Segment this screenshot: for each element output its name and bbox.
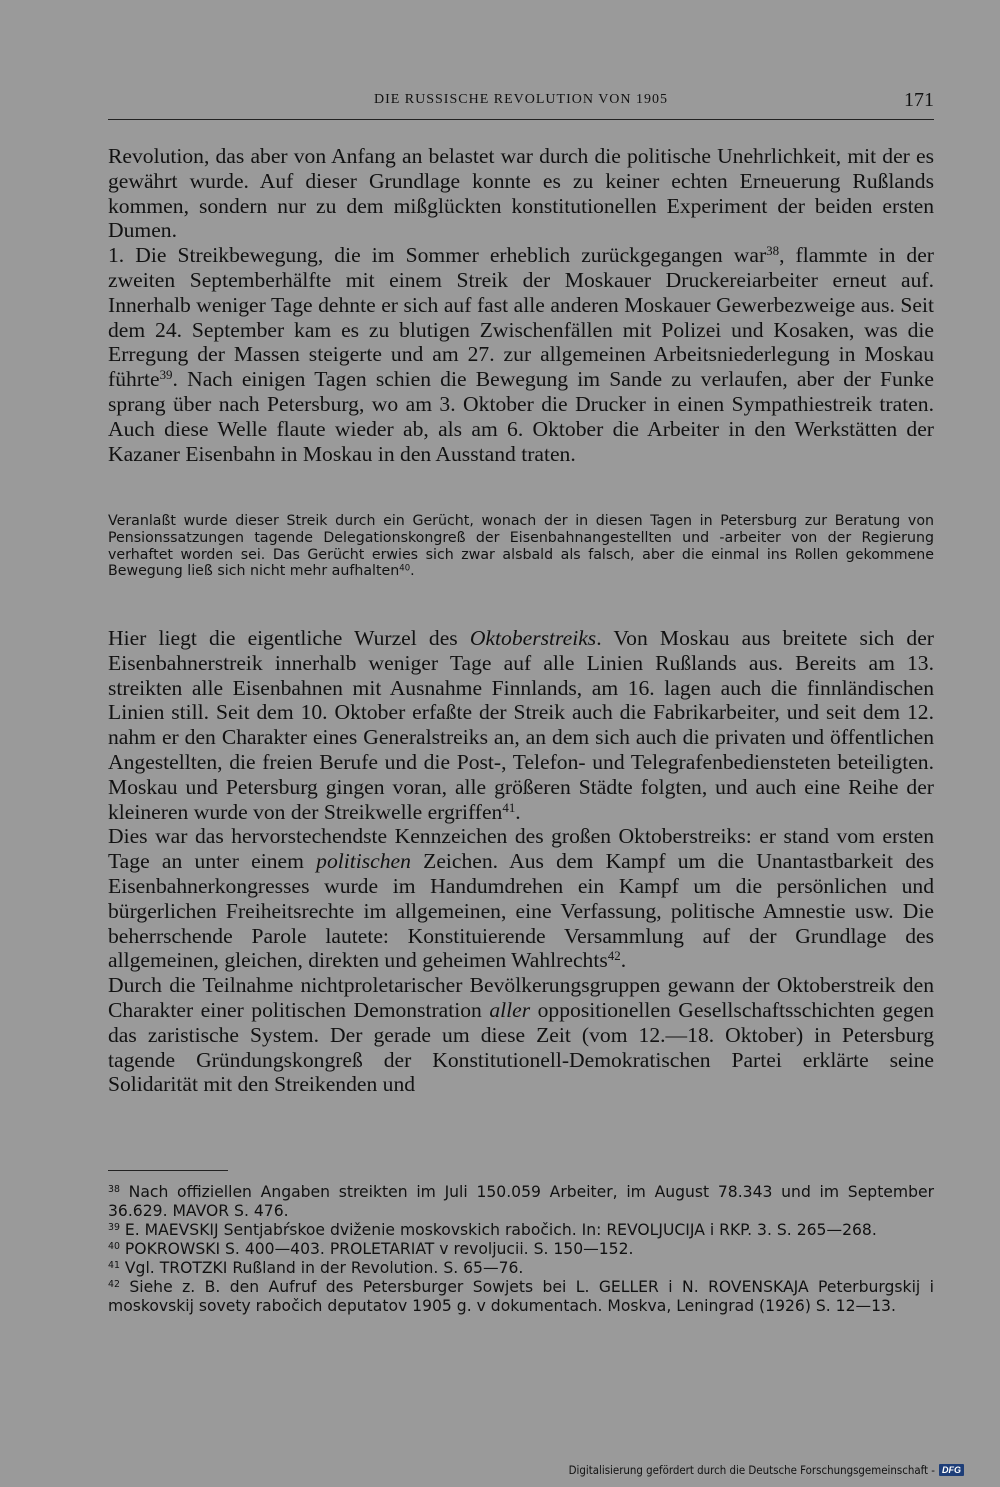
main-text-bottom (108, 626, 934, 1097)
paragraph: Hier liegt die eigentliche Wurzel des Oktoberstreiks. Von Moskau aus breitete sich der Eisenbahnerstreik innerhalb weniger Tage auf alle Linien Rußlands aus. Bereits am 13. streikten alle Eisenbahnen mit Ausnahme Finnlands, am 16. lagen auch die finnländischen Linien still. Seit dem 10. Oktober erfaßte der Streik auch die Fabrikarbeiter, und seit dem 12. nahm er den Charakter eines Generalstreiks an, an dem sich auch die privaten und öffentlichen Angestellten, die freien Berufe und die Post-, Telefon- und Telegrafenbediensteten beteiligten. Moskau und Petersburg gingen voran, alle größeren Städte folgten, und auch eine Reihe der kleineren wurde von der Streikwelle ergriffen$^{41}$. (108, 626, 935, 824)
main-text-top (108, 144, 934, 466)
footnotes (108, 1183, 934, 1316)
footnote: $^{39}$ E. MAEVSKIJ Sentjabŕskoe dviženie moskovskich rabočich. In: REVOLJUCIJA i RKP. 3. S. 265—268. (108, 1221, 877, 1239)
footnote: $^{42}$ Siehe z. B. den Aufruf des Petersburger Sowjets bei L. GELLER i N. ROVENSKAJA Peterburgskij i moskovskij sovety rabočich deputatov 1905 g. v dokumentach. Moskva, Leningrad (1926) S. 12—13. (108, 1278, 934, 1315)
paragraph: Durch die Teilnahme nichtproletarischer Bevölkerungsgruppen gewann der Oktoberstreik den Charakter einer politischen Demonstration aller oppositionellen Gesellschaftsschichten gegen das zaristische System. Der gerade um diese Zeit (vom 12.—18. Oktober) in Petersburg tagende Gründungskongreß der Konstitutionell-Demokratischen Partei erklärte seine Solidarität mit den Streikenden und (108, 973, 934, 1097)
footnote: $^{41}$ Vgl. TROTZKI Rußland in der Revolution. S. 65—76. (108, 1259, 524, 1277)
block-quote: Veranlaßt wurde dieser Streik durch ein Gerücht, wonach der in diesen Tagen in Petersburg zur Beratung von Pensionssatzungen tagende Delegationskongreß der Eisenbahnangestellten und -arbeiter von der Regierung verhaftet worden sei. Das Gerücht erwies sich zwar alsbald als falsch, aber die einmal ins Rollen gekommene Bewegung ließ sich nicht mehr aufhalten$^{40}$. (108, 513, 934, 580)
dfg-logo-icon: DFG (939, 1464, 964, 1476)
paragraph: Revolution, das aber von Anfang an belastet war durch die politische Unehrlichkeit, mit der es gewährt wurde. Auf dieser Grundlage konnte es zu keiner echten Erneuerung Rußlands kommen, sondern nur zu dem mißglückten konstitutionellen Experiment der beiden ersten Dumen. (108, 144, 934, 243)
running-head: DIE RUSSISCHE REVOLUTION VON 1905 (373, 92, 669, 107)
page-header (108, 89, 934, 118)
paragraph: 1. Die Streikbewegung, die im Sommer erheblich zurückgegangen war$^{38}$, flammte in der zweiten Septemberhälfte mit einem Streik der Moskauer Druckereiarbeiter erneut auf. Innerhalb weniger Tage dehnte er sich auf fast alle anderen Moskauer Gewerbezweige aus. Seit dem 24. September kam es zu blutigen Zwischenfällen mit Polizei und Kosaken, was die Erregung der Massen steigerte und am 27. zur allgemeinen Arbeitsniederlegung in Moskau führte$^{39}$. Nach einigen Tagen schien die Bewegung im Sande zu verlaufen, aber der Funke sprang über nach Petersburg, wo am 3. Oktober die Drucker in einen Sympathiestreik traten. Auch diese Welle flaute wieder ab, als am 6. Oktober die Arbeiter in den Werkstätten der Kazaner Eisenbahn in Moskau in den Ausstand traten. (108, 243, 934, 466)
page-number: 171 (904, 89, 934, 111)
footnote-ref: 40 (399, 563, 411, 574)
header-rule (108, 119, 934, 120)
footnote-ref: 42 (607, 948, 621, 964)
footnote-rule (108, 1170, 228, 1171)
footnote: $^{40}$ POKROWSKI S. 400—403. PROLETARIAT v revoljucii. S. 150—152. (108, 1240, 634, 1258)
footnote-ref: 39 (159, 367, 173, 383)
footnote: $^{38}$ Nach offiziellen Angaben streikten im Juli 150.059 Arbeiter, im August 78.343 und im September 36.629. MAVOR S. 476. (108, 1183, 934, 1220)
credit-text: Digitalisierung gefördert durch die Deutsche Forschungsgemeinschaft - (568, 1463, 935, 1477)
footnote-ref: 41 (502, 799, 516, 815)
paragraph: Dies war das hervorstechendste Kennzeichen des großen Oktoberstreiks: er stand vom ersten Tage an unter einem politischen Zeichen. Aus dem Kampf um die Unantastbarkeit des Eisenbahnerkongresses wurde im Handumdrehen ein Kampf um die persönlichen und bürgerlichen Freiheitsrechte im allgemeinen, eine Verfassung, politische Amnestie usw. Die beherrschende Parole lautete: Konstituierende Versammlung auf der Grundlage des allgemeinen, gleichen, direkten und geheimen Wahlrechts$^{42}$. (108, 824, 934, 973)
footnote-ref: 38 (766, 243, 780, 259)
digitization-credit (569, 1463, 964, 1477)
